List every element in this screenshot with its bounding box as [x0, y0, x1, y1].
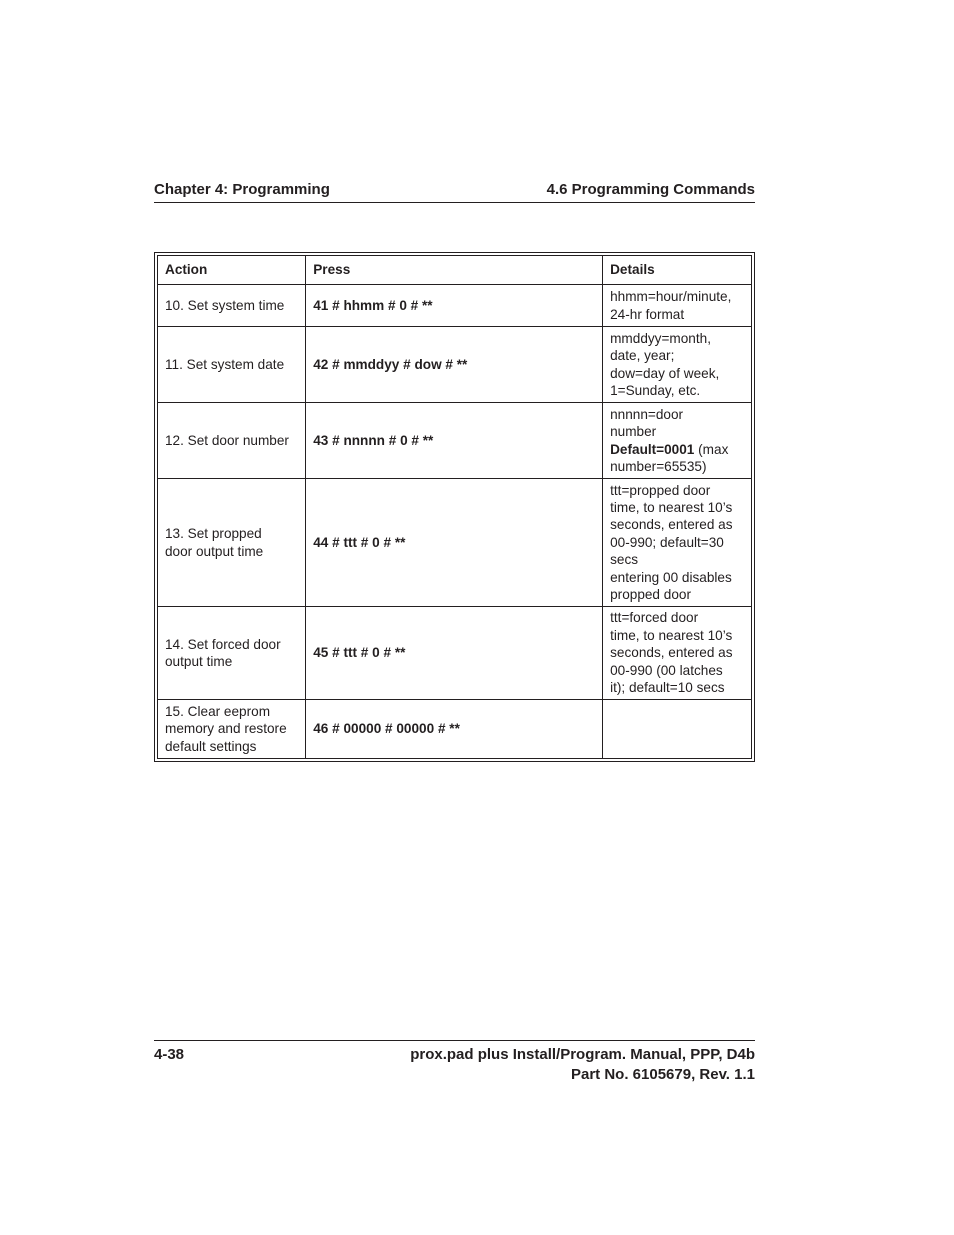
- action-line: output time: [165, 654, 233, 669]
- table-header-row: [158, 256, 752, 285]
- action-cell: [158, 479, 306, 607]
- table-row: [158, 285, 752, 327]
- details-line: nnnnn=door: [610, 406, 684, 422]
- details-line: seconds, entered as: [610, 517, 733, 533]
- table-row: [158, 700, 752, 759]
- press-cell: 41 # hhmm # 0 # **: [306, 285, 603, 327]
- running-header: [154, 180, 755, 203]
- details-line: dow=day of week,: [610, 365, 720, 381]
- details-line: mmddyy=month,: [610, 330, 711, 346]
- action-cell: [158, 607, 306, 700]
- details-line: 24-hr format: [610, 306, 685, 322]
- details-line: entering 00 disables: [610, 569, 732, 585]
- action-cell: 10. Set system time: [158, 285, 306, 327]
- column-header-details: Details: [603, 256, 752, 285]
- details-line: 00-990 (00 latches: [610, 662, 723, 678]
- details-line: [610, 441, 744, 458]
- action-line: default settings: [165, 738, 257, 754]
- details-line: number=65535): [610, 458, 707, 474]
- footer-meta: [410, 1045, 755, 1085]
- details-cell-empty: [603, 700, 752, 759]
- column-header-press: Press: [306, 256, 603, 285]
- details-cell: [603, 327, 752, 403]
- action-cell: 11. Set system date: [158, 327, 306, 403]
- details-line: ttt=propped door: [610, 482, 711, 498]
- default-value: Default=0001: [610, 441, 695, 457]
- action-cell: [158, 700, 306, 759]
- manual-title: prox.pad plus Install/Program. Manual, PPP, D4b: [410, 1046, 755, 1063]
- details-cell: [603, 403, 752, 479]
- details-line: time, to nearest 10’s: [610, 627, 733, 643]
- commands-table-frame: [154, 252, 755, 762]
- press-cell: 46 # 00000 # 00000 # **: [306, 700, 603, 759]
- press-cell: 42 # mmddyy # dow # **: [306, 327, 603, 403]
- running-footer: [154, 1040, 755, 1083]
- details-cell: [603, 285, 752, 327]
- press-cell: 45 # ttt # 0 # **: [306, 607, 603, 700]
- action-line: 15. Clear eeprom: [165, 703, 271, 719]
- details-line: date, year;: [610, 348, 675, 364]
- table-row: [158, 327, 752, 403]
- action-cell: 12. Set door number: [158, 403, 306, 479]
- details-line: 1=Sunday, etc.: [610, 382, 701, 398]
- details-line: 00-990; default=30: [610, 534, 724, 550]
- action-line: 14. Set forced door: [165, 636, 281, 652]
- column-header-action: Action: [158, 256, 306, 285]
- details-fragment: (max: [694, 441, 729, 457]
- part-number: Part No. 6105679, Rev. 1.1: [571, 1066, 755, 1083]
- details-line: time, to nearest 10’s: [610, 499, 733, 515]
- details-line: propped door: [610, 587, 691, 603]
- action-line: memory and restore: [165, 721, 287, 737]
- chapter-title: Chapter 4: Programming: [154, 181, 330, 198]
- press-cell: 44 # ttt # 0 # **: [306, 479, 603, 607]
- table-row: [158, 607, 752, 700]
- details-line: seconds, entered as: [610, 645, 733, 661]
- page-number: 4-38: [154, 1046, 185, 1063]
- details-line: secs: [610, 552, 639, 568]
- commands-table: [157, 255, 752, 759]
- details-cell: [603, 479, 752, 607]
- section-title: 4.6 Programming Commands: [546, 181, 755, 198]
- action-line: door output time: [165, 543, 264, 559]
- details-line: number: [610, 424, 657, 440]
- press-cell: 43 # nnnnn # 0 # **: [306, 403, 603, 479]
- details-cell: [603, 607, 752, 700]
- details-line: it); default=10 secs: [610, 680, 725, 696]
- table-row: [158, 403, 752, 479]
- table-row: [158, 479, 752, 607]
- details-line: ttt=forced door: [610, 610, 699, 626]
- action-line: 13. Set propped: [165, 526, 262, 542]
- details-line: hhmm=hour/minute,: [610, 289, 732, 305]
